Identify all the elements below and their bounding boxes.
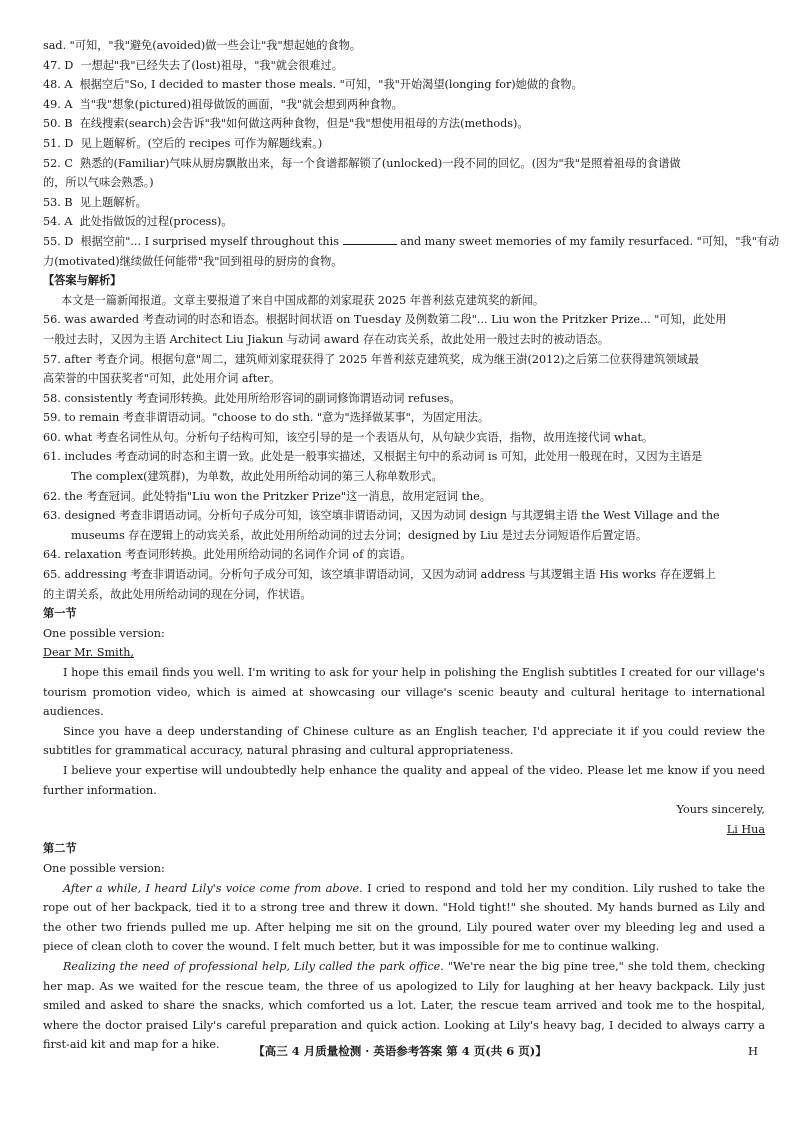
analysis-line: The complex(建筑群)，为单数，故此处用所给动词的第三人称单数形式。 [71, 470, 443, 484]
analysis-line: 53. B 见上题解析。 [43, 195, 147, 209]
analysis-line: 一般过去时，又因为主语 Architect Liu Jiakun 与动词 award 存在动宾关系，故此处用一般过去时的被动语态。 [43, 332, 610, 346]
section1-label: One possible version: [43, 626, 165, 640]
page-content [43, 36, 780, 1055]
analysis-line: 63. designed 考查非谓语动词。分析句子成分可知，该空填非谓语动词，又因为动词 design 与其逻辑主语 the West Village and the [43, 509, 720, 523]
analysis-line: 54. A 此处指做饭的过程(process)。 [43, 215, 233, 229]
section-heading: 【答案与解析】 [43, 273, 122, 288]
section2-label: One possible version: [43, 861, 165, 875]
analysis-bottom-list [43, 310, 765, 604]
story-lead-sentence: Realizing the need of professional help, Lily called the park office. [63, 959, 444, 973]
analysis-line: 48. A 根据空后"So, I decided to master those meals. "可知，"我"开始渴望(longing for)她做的食物。 [43, 78, 583, 92]
section2-heading: 第二节 [43, 841, 77, 856]
analysis-line-55-cont: 力(motivated)继续做任何能带"我"回到祖母的厨房的食物。 [43, 254, 343, 268]
story-paragraph: After a while, I heard Lily's voice come from above. I cried to respond and told her my condition. Lily rushed to take the rope out of her backpack, tied it to a strong tree and threw it down. "Hold tight!" she shouted. My hands burned as Lily and the other two friends pulled me up. After helping me sit on the ground, Lily poured water over my bleeding leg and used a piece of clean cloth to cover the wound. I felt much better, but it was impossible for me to continue walking. [43, 881, 765, 954]
analysis-line: 的，所以气味会熟悉。) [43, 176, 154, 190]
email-paragraph: I hope this email finds you well. I'm writing to ask for your help in polishing the English subtitles I created for our village's tourism promotion video, which is aimed at showcasing our village's scenic beauty and cultural heritage to international audiences. [43, 666, 765, 719]
footer-code: H [747, 1044, 758, 1058]
email-salutation: Dear Mr. Smith, [43, 646, 134, 660]
analysis-line: sad. "可知，"我"避免(avoided)做一些会让"我"想起她的食物。 [43, 39, 361, 52]
email-body [43, 663, 765, 800]
story-body [43, 879, 765, 1055]
fill-blank [343, 233, 397, 245]
section1-heading: 第一节 [43, 606, 77, 621]
footer-text: 【高三 4 月质量检测 · 英语参考答案 第 4 页(共 6 页)】 [253, 1044, 547, 1058]
analysis-line: 58. consistently 考查词形转换。此处用所给形容词的副词修饰谓语动词 refuses。 [43, 391, 461, 405]
analysis-line: 56. was awarded 考查动词的时态和语态。根据时间状语 on Tuesday 及例数第二段"... Liu won the Pritzker Prize... "可知，此处用 [43, 313, 727, 327]
analysis-line: 的主谓关系，故此处用所给动词的现在分词，作状语。 [43, 587, 312, 601]
email-signature: Li Hua [726, 822, 765, 836]
analysis-line: 65. addressing 考查非谓语动词。分析句子成分可知，该空填非谓语动词，又因为动词 address 与其逻辑主语 His works 存在逻辑上 [43, 568, 716, 582]
analysis-line-55: 55. D 根据空前"... I surprised myself throughout this and many sweet memories of my family resurfaced. "可知，"我"有动 [43, 234, 780, 248]
analysis-line: 50. B 在线搜索(search)会告诉"我"如何做这两种食物，但是"我"想使用祖母的方法(methods)。 [43, 117, 529, 131]
email-closing: Yours sincerely, [676, 803, 765, 817]
email-paragraph: Since you have a deep understanding of Chinese culture as an English teacher, I'd appreciate it if you could review the subtitles for grammatical accuracy, natural phrasing and cultural appropriateness. [43, 724, 765, 758]
analysis-line: 49. A 当"我"想象(pictured)祖母做饭的画面，"我"就会想到两种食物。 [43, 97, 403, 111]
analysis-line: 60. what 考查名词性从句。分析句子结构可知，该空引导的是一个表语从句，从句缺少宾语，指物，故用连接代词 what。 [43, 430, 654, 444]
analysis-line: 59. to remain 考查非谓语动词。"choose to do sth. "意为"选择做某事"，为固定用法。 [43, 411, 490, 425]
analysis-line: 高荣誉的中国获奖者"可知，此处用介词 after。 [43, 372, 281, 386]
analysis-line: 51. D 见上题解析。(空后的 recipes 可作为解题线索。) [43, 136, 323, 150]
analysis-line: 62. the 考查冠词。此处特指"Liu won the Pritzker Prize"这一消息，故用定冠词 the。 [43, 489, 491, 503]
email-paragraph: I believe your expertise will undoubtedly help enhance the quality and appeal of the video. Please let me know if you need further information. [43, 763, 765, 797]
analysis-line: 61. includes 考查动词的时态和主谓一致。此处是一般事实描述，又根据主句中的系动词 is 可知，此处用一般现在时，又因为主语是 [43, 450, 703, 464]
story-lead-sentence: After a while, I heard Lily's voice come from above. [63, 881, 363, 895]
analysis-line: museums 存在逻辑上的动宾关系，故此处用所给动词的过去分词；designed by Liu 是过去分词短语作后置定语。 [71, 528, 648, 542]
analysis-top-list [43, 36, 780, 271]
passage-intro: 本文是一篇新闻报道。文章主要报道了来自中国成都的刘家琨获 2025 年普利兹克建筑奖的新闻。 [61, 293, 545, 307]
analysis-line: 52. C 熟悉的(Familiar)气味从厨房飘散出来，每一个食谱都解锁了(unlocked)一段不同的回忆。(因为"我"是照着祖母的食谱做 [43, 156, 681, 170]
page-footer [0, 1042, 800, 1062]
story-paragraph: Realizing the need of professional help, Lily called the park office. "We're near the big pine tree," she told them, checking her map. As we waited for the rescue team, the three of us apologized to Lily for laughing at her heavy backpack. Lily just smiled and asked to share the snacks, which comforted us a lot. Later, the rescue team arrived and took me to the hospital, where the doctor praised Lily's careful preparation and quick action. Looking at Lily's heavy bag, I decided to always carry a first-aid kit and map for a hike. [43, 959, 765, 1052]
analysis-line: 57. after 考查介词。根据句意"周二，建筑师刘家琨获得了 2025 年普利兹克建筑奖，成为继王澍(2012)之后第二位获得建筑领域最 [43, 352, 699, 366]
analysis-line: 64. relaxation 考查词形转换。此处用所给动词的名词作介词 of 的宾语。 [43, 548, 412, 562]
analysis-line: 47. D 一想起"我"已经失去了(lost)祖母，"我"就会很难过。 [43, 58, 343, 72]
